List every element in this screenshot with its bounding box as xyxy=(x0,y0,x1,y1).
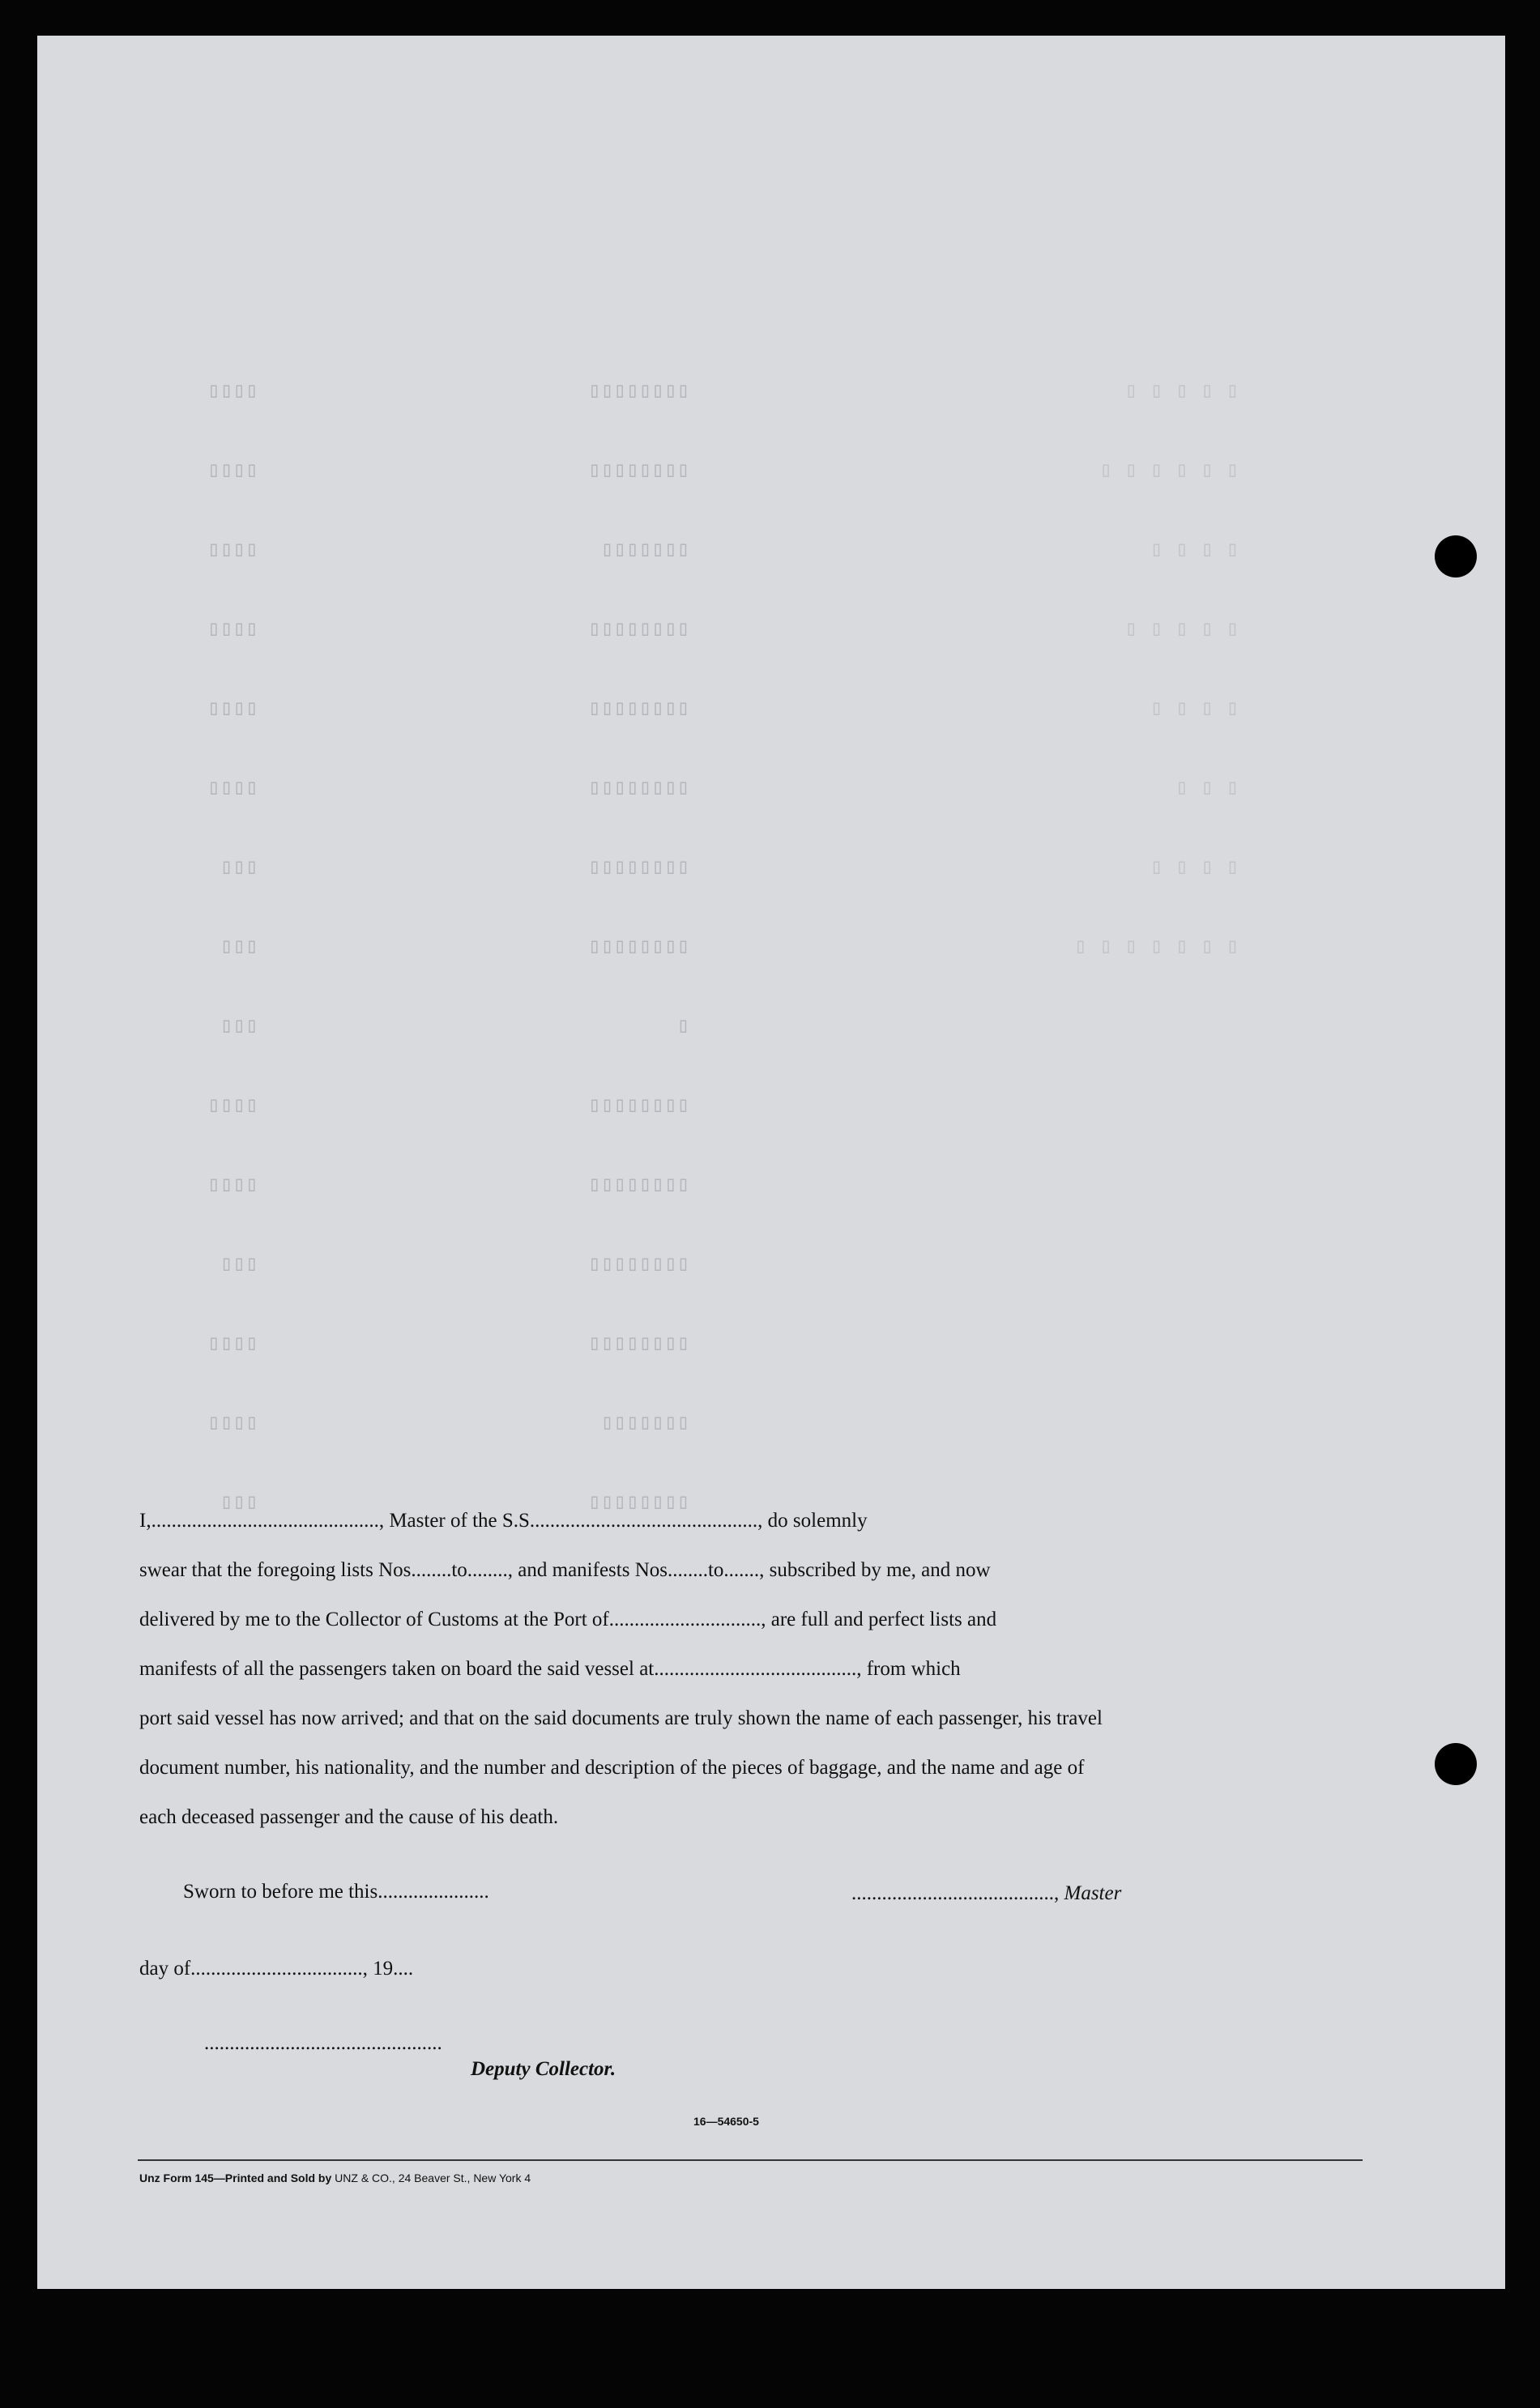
day-of-line: day of.................................., 19.... xyxy=(139,1958,414,1980)
punch-hole-top xyxy=(1435,535,1477,577)
form-number: 16—54650-5 xyxy=(693,2115,759,2128)
footer-rule xyxy=(138,2159,1363,2161)
deputy-collector-label: Deputy Collector. xyxy=(471,2058,616,2080)
oath-line-3: delivered by me to the Collector of Customs at the Port of.............................., are full and perfect lists and xyxy=(139,1609,997,1630)
oath-line-7: each deceased passenger and the cause of his death. xyxy=(139,1806,559,1828)
oath-line-1: I,............................................., Master of the S.S............................................., do solemnly xyxy=(139,1510,868,1532)
bleed-through-column-middle: ▯▯▯▯▯▯▯▯ ▯▯▯▯▯▯▯▯ ▯▯▯▯▯▯▯ ▯▯▯▯▯▯▯▯ ▯▯▯▯▯▯▯▯ ▯▯▯▯▯▯▯▯ ▯▯▯▯▯▯▯▯ ▯▯▯▯▯▯▯▯ ▯ ▯▯▯▯▯▯▯▯ ▯▯▯▯▯▯▯▯ ▯▯▯▯▯▯▯▯ ▯▯▯▯▯▯▯▯ ▯▯▯▯▯▯▯ ▯▯▯▯▯▯▯▯ xyxy=(588,379,690,1515)
oath-line-4: manifests of all the passengers taken on board the said vessel at........................................, from which xyxy=(139,1658,961,1680)
collector-dots: ............................................... xyxy=(204,2032,442,2054)
punch-hole-bottom xyxy=(1435,1743,1477,1785)
oath-paragraph xyxy=(139,1496,1364,1842)
oath-line-2: swear that the foregoing lists Nos........to........, and manifests Nos........to......., subscribed by me, and now xyxy=(139,1559,991,1581)
bleed-through-column-right: ▯ ▯ ▯ ▯ ▯ ▯ ▯ ▯ ▯ ▯ ▯ ▯ ▯ ▯ ▯ ▯ ▯ ▯ ▯ ▯ ▯ ▯ ▯ ▯ ▯ ▯ ▯ ▯ ▯ ▯ ▯ ▯ ▯ ▯ ▯ ▯ ▯ ▯ xyxy=(1074,379,1239,959)
master-dots: ........................................, xyxy=(851,1882,1060,1904)
oath-line-5: port said vessel has now arrived; and that on the said documents are truly shown the name of each passenger, his travel xyxy=(139,1707,1103,1729)
document-page xyxy=(37,36,1505,2289)
master-signature-line xyxy=(851,1882,1121,1905)
printer-bold: Unz Form 145—Printed and Sold by xyxy=(139,2171,332,2184)
sworn-text: Sworn to before me this...................... xyxy=(183,1881,489,1903)
printer-rest: UNZ & CO., 24 Beaver St., New York 4 xyxy=(331,2171,531,2184)
oath-line-6: document number, his nationality, and the number and description of the pieces of baggage, and the name and age of xyxy=(139,1757,1085,1779)
master-label: Master xyxy=(1064,1882,1122,1904)
printer-imprint xyxy=(139,2171,531,2184)
bleed-through-column-left: ▯▯▯▯ ▯▯▯▯ ▯▯▯▯ ▯▯▯▯ ▯▯▯▯ ▯▯▯▯ ▯▯▯ ▯▯▯ ▯▯▯ ▯▯▯▯ ▯▯▯▯ ▯▯▯ ▯▯▯▯ ▯▯▯▯ ▯▯▯ xyxy=(207,379,258,1515)
